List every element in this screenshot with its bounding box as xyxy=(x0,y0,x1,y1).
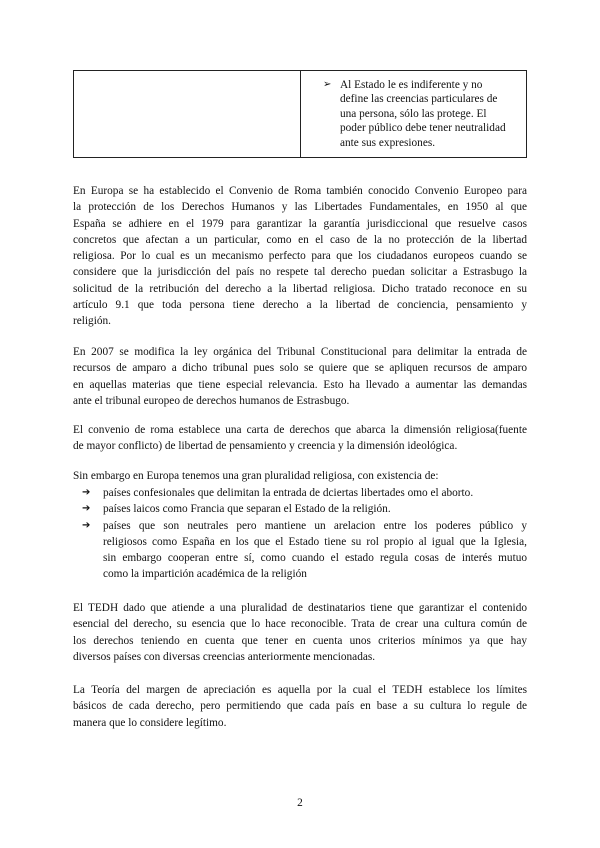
arrowhead-bullet-icon: ➢ xyxy=(323,79,332,90)
paragraph-tedh xyxy=(73,600,527,665)
paragraph-carta-derechos xyxy=(73,422,527,455)
text-line: la protección de los Derechos Humanos y las Libertades Fundamentales, en 1950 al que xyxy=(73,201,527,214)
table-right-cell xyxy=(323,78,524,150)
text-line: La Teoría del margen de apreciación es aquella por la cual el TEDH establece los límites xyxy=(73,684,527,696)
cell-line: define las creencias particulares de xyxy=(340,93,498,106)
text-line: El convenio de roma establece una carta de derechos que abarca la dimensión religiosa(fuente xyxy=(73,424,527,436)
bullet-item xyxy=(82,501,527,517)
cell-line: ante sus expresiones. xyxy=(340,136,436,149)
text-line: artículo 9.1 que toda persona tiene derecho a la libertad de conciencia, pensamiento y xyxy=(73,299,527,312)
text-line: religión. xyxy=(73,315,111,328)
text-line: sin embargo cooperan entre sí, como cuando el estado regula cosas de interés mutuo xyxy=(103,552,527,565)
text-line: religiosa. Por lo cual es un mecanismo perfecto para que los ciudadanos europeos cuando se xyxy=(73,250,527,263)
bullet-item xyxy=(82,485,527,501)
text-line: El TEDH dado que atiende a una pluralidad de destinatarios tiene que garantizar el contenido xyxy=(73,602,527,614)
bullet-item xyxy=(82,518,527,583)
cell-line: poder público debe tener neutralidad xyxy=(340,122,506,135)
text-line: como la impartición académica de la religión xyxy=(103,568,307,581)
paragraph-margen-apreciacion xyxy=(73,682,527,731)
table xyxy=(73,70,527,158)
cell-line: una persona, sólo las protege. El xyxy=(340,107,487,120)
text-line: manera que lo considere legítimo. xyxy=(73,716,227,729)
cell-line: Al Estado le es indiferente y no xyxy=(340,79,483,91)
text-line: recursos de amparo a dicho tribunal pues solo se quiere que se apliquen recursos de amparo xyxy=(73,362,527,375)
bullet-list xyxy=(82,485,527,583)
arrow-bullet-icon: ➔ xyxy=(82,503,91,515)
arrow-bullet-icon: ➔ xyxy=(82,487,91,498)
text-line: países que son neutrales pero mantiene un arelacion entre los poderes público y xyxy=(103,519,527,532)
text-line: en aquellas materias que tiene especial relevancia. Esto ha llevado a aumentar las demandas xyxy=(73,378,527,391)
text-line: concretos que afectan a un particular, como en el caso de la no protección de la libertad xyxy=(73,233,527,246)
paragraph-2007 xyxy=(73,344,527,409)
text-line: los derechos teniendo en cuenta que tener en cuenta unos criterios mínimos ya que hay xyxy=(73,634,527,647)
text-line: religiosos como España en los que el Estado tiene su rol propio al igual que la Iglesia, xyxy=(103,535,527,548)
text-line: países confesionales que delimitan la entrada de dciertas libertades omo el aborto. xyxy=(103,487,474,499)
text-line: básicos de cada derecho, pero permitiendo que cada país en base a su cultura lo regule de xyxy=(73,700,527,713)
text-line: solicitud de la retribución del derecho a la libertad religiosa. Dicho tratado reconoce en su xyxy=(73,282,527,295)
text-line: Sin embargo en Europa tenemos una gran pluralidad religiosa, con existencia de: xyxy=(73,470,439,482)
paragraph-pluralidad xyxy=(73,468,527,484)
paragraph-convenio-roma xyxy=(73,183,527,330)
text-line: En Europa se ha establecido el Convenio de Roma también conocido Convenio Europeo para xyxy=(73,185,527,197)
text-line: diversos países con diversas creencias anteriormente mencionadas. xyxy=(73,650,376,663)
text-line: de mayor conflicto) de libertad de pensamiento y creencia y la dimensión ideológica. xyxy=(73,440,458,453)
text-line: países laicos como Francia que separan el Estado de la religión. xyxy=(103,503,391,516)
page-number: 2 xyxy=(297,797,303,809)
text-line: ante el tribunal europeo de derechos humanos de Estrasbugo. xyxy=(73,394,350,407)
text-line: En 2007 se modifica la ley orgánica del Tribunal Constitucional para delimitar la entrada de xyxy=(73,346,527,358)
arrow-bullet-icon: ➔ xyxy=(82,519,91,531)
text-line: esencial del derecho, su esencia que lo hace reconocible. Trata de crear una cultura común de xyxy=(73,618,527,631)
table-divider xyxy=(300,71,301,157)
text-line: España se adhiere en el 1979 para garantizar la garantía jurisdiccional que resuelve casos xyxy=(73,217,527,230)
text-line: considere que la jurisdicción del país no respete tal derecho puedan solicitar a Estrasbugo la xyxy=(73,266,527,279)
